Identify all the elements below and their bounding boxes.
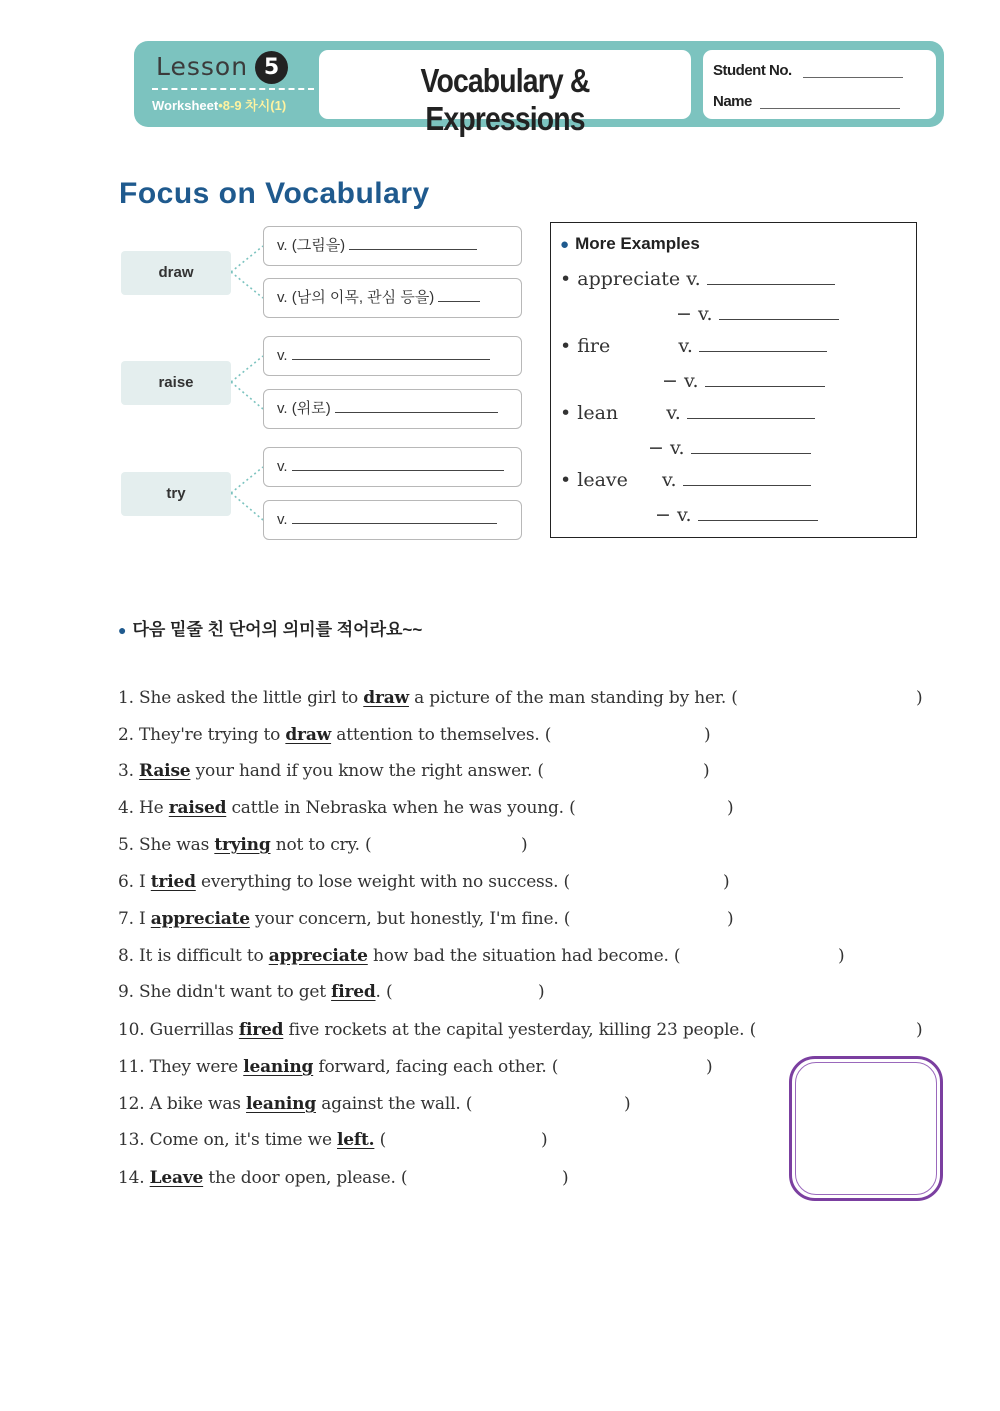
connector-draw-1 [231, 246, 263, 272]
sentence-row [118, 688, 738, 708]
sentence-text: It is difficult to [139, 946, 269, 966]
sentence-row [118, 798, 576, 818]
sentence-text: I [139, 909, 151, 929]
instruction [118, 615, 422, 640]
example-pos: v. [666, 402, 681, 424]
vocab-word-draw: draw [121, 251, 231, 295]
target-word: raised [168, 798, 227, 818]
sentence-text: how bad the situation had become. ( [367, 946, 681, 966]
connector-raise-1 [231, 356, 263, 382]
close-paren: ) [521, 835, 528, 855]
sentence-text: a picture of the man standing by her. ( [408, 688, 738, 708]
sentence-row [118, 725, 551, 745]
sentence-text: everything to lose weight with no success. ( [195, 872, 570, 892]
example-alt [648, 437, 811, 459]
example-word: • leave [560, 469, 628, 491]
sentence-text: your hand if you know the right answer. ( [190, 761, 544, 781]
sentence-text: cattle in Nebraska when he was young. ( [226, 798, 576, 818]
def-prefix: v. (그림을) [277, 237, 346, 254]
answer-blank[interactable] [292, 456, 504, 471]
def-prefix: v. [277, 347, 288, 364]
target-word: Raise [139, 761, 191, 781]
worksheet-word: Worksheet [152, 98, 219, 113]
target-word: fired [238, 1020, 284, 1040]
sentence-number: 13. [118, 1130, 145, 1150]
sentence-number: 8. [118, 946, 134, 966]
example-item [560, 335, 827, 357]
close-paren: ) [916, 688, 923, 708]
sentence-number: 12. [118, 1094, 145, 1114]
answer-blank[interactable] [707, 270, 835, 285]
sentence-number: 6. [118, 872, 134, 892]
sentence-text: ( [374, 1130, 387, 1150]
bullet-icon: ● [560, 236, 570, 253]
student-no-label: Student No. [713, 62, 792, 79]
sentence-row [118, 1168, 407, 1188]
name-label: Name [713, 93, 752, 110]
def-box [263, 336, 522, 376]
sentence-number: 2. [118, 725, 134, 745]
sentence-text: Guerrillas [149, 1020, 239, 1040]
def-prefix: v. (남의 이목, 관심 등을) [277, 289, 435, 306]
sentence-text: A bike was [149, 1094, 247, 1114]
answer-blank[interactable] [705, 372, 825, 387]
close-paren: ) [916, 1020, 923, 1040]
bullet-icon: ● [118, 622, 127, 638]
close-paren: ) [727, 909, 734, 929]
sentence-text: She asked the little girl to [139, 688, 364, 708]
section-title: Focus on Vocabulary [119, 177, 430, 210]
lesson-label: Lesson [156, 52, 249, 81]
sentence-text: They were [149, 1057, 244, 1077]
sentence-text: the door open, please. ( [203, 1168, 408, 1188]
sentence-number: 5. [118, 835, 134, 855]
answer-blank[interactable] [687, 404, 815, 419]
example-pos: v. [661, 469, 677, 491]
connector-try-2 [231, 493, 263, 520]
example-word: • lean [560, 402, 619, 424]
example-item [560, 402, 815, 424]
example-alt-pos: − v. [662, 370, 699, 392]
close-paren: ) [703, 761, 710, 781]
more-examples-label: More Examples [575, 234, 700, 253]
target-word: left. [337, 1130, 375, 1150]
example-alt-pos: − v. [655, 504, 692, 526]
close-paren: ) [838, 946, 845, 966]
close-paren: ) [706, 1057, 713, 1077]
close-paren: ) [704, 725, 711, 745]
answer-blank[interactable] [719, 305, 839, 320]
def-prefix: v. [277, 511, 288, 528]
sentence-text: against the wall. ( [316, 1094, 473, 1114]
answer-box-inner-border [795, 1062, 937, 1195]
instruction-text: 다음 밑줄 친 단어의 의미를 적어라요~~ [132, 620, 423, 639]
target-word: Leave [149, 1168, 204, 1188]
sentence-text: She was [139, 835, 215, 855]
target-word: appreciate [268, 946, 368, 966]
vocab-word-try: try [121, 472, 231, 516]
example-alt [662, 370, 825, 392]
sentence-number: 1. [118, 688, 134, 708]
connector-try-1 [231, 467, 263, 493]
example-item [560, 268, 835, 290]
answer-blank[interactable] [349, 235, 477, 250]
sentence-number: 10. [118, 1020, 145, 1040]
answer-blank[interactable] [438, 287, 480, 302]
sentence-text: She didn't want to get [139, 982, 332, 1002]
close-paren: ) [723, 872, 730, 892]
target-word: fired [331, 982, 376, 1002]
def-box [263, 447, 522, 487]
sentence-text: Come on, it's time we [149, 1130, 338, 1150]
example-pos: v. [686, 268, 701, 290]
sentence-number: 3. [118, 761, 134, 781]
sentence-number: 4. [118, 798, 134, 818]
worksheet-session: •8-9 차시(1) [218, 98, 287, 113]
answer-blank[interactable] [698, 506, 818, 521]
example-word: • appreciate [560, 268, 681, 290]
answer-blank[interactable] [699, 337, 827, 352]
def-prefix: v. (위로) [277, 400, 331, 417]
sentence-row [118, 761, 544, 781]
def-box [263, 226, 522, 266]
example-word: • fire [560, 335, 611, 357]
target-word: trying [214, 835, 271, 855]
vocab-word-raise: raise [121, 361, 231, 405]
target-word: draw [285, 725, 332, 745]
example-alt-pos: − v. [676, 303, 713, 325]
example-pos: v. [678, 335, 693, 357]
sentence-number: 11. [118, 1057, 145, 1077]
answer-blank[interactable] [683, 471, 811, 486]
sentence-text: forward, facing each other. ( [313, 1057, 559, 1077]
target-word: draw [363, 688, 409, 708]
sentence-text: five rockets at the capital yesterday, killing 23 people. ( [283, 1020, 757, 1040]
answer-blank[interactable] [335, 398, 498, 413]
sentence-text: your concern, but honestly, I'm fine. ( [249, 909, 571, 929]
answer-blank[interactable] [292, 345, 490, 360]
def-box [263, 500, 522, 540]
close-paren: ) [538, 982, 545, 1002]
close-paren: ) [624, 1094, 631, 1114]
sentence-text: not to cry. ( [270, 835, 372, 855]
lesson-number-badge: 5 [255, 51, 288, 84]
sentence-row [118, 982, 392, 1002]
sentence-text: attention to themselves. ( [331, 725, 552, 745]
sentence-row [118, 872, 570, 892]
close-paren: ) [727, 798, 734, 818]
def-prefix: v. [277, 458, 288, 475]
def-box [263, 389, 522, 429]
sentence-text: I [139, 872, 151, 892]
connector-raise-2 [231, 382, 263, 409]
close-paren: ) [562, 1168, 569, 1188]
sentence-row [118, 1020, 756, 1040]
example-item [560, 469, 811, 491]
sentence-number: 14. [118, 1168, 145, 1188]
sentence-text: He [139, 798, 169, 818]
answer-blank[interactable] [292, 509, 497, 524]
def-box [263, 278, 522, 318]
sentence-number: 7. [118, 909, 134, 929]
more-examples-title [560, 234, 700, 254]
sentence-row [118, 1057, 558, 1077]
example-alt [676, 303, 839, 325]
target-word: leaning [246, 1094, 317, 1114]
sentence-row [118, 1130, 386, 1150]
target-word: tried [150, 872, 196, 892]
sentence-row [118, 835, 371, 855]
target-word: leaning [243, 1057, 314, 1077]
close-paren: ) [541, 1130, 548, 1150]
target-word: appreciate [150, 909, 250, 929]
answer-blank[interactable] [691, 439, 811, 454]
sentence-text: . ( [375, 982, 393, 1002]
sentence-row [118, 1094, 472, 1114]
page-title: Vocabulary & Expressions [420, 62, 590, 137]
sentence-text: They're trying to [139, 725, 286, 745]
example-alt-pos: − v. [648, 437, 685, 459]
sentence-row [118, 946, 680, 966]
sentence-number: 9. [118, 982, 134, 1002]
sentence-row [118, 909, 570, 929]
example-alt [655, 504, 818, 526]
connector-draw-2 [231, 272, 263, 298]
